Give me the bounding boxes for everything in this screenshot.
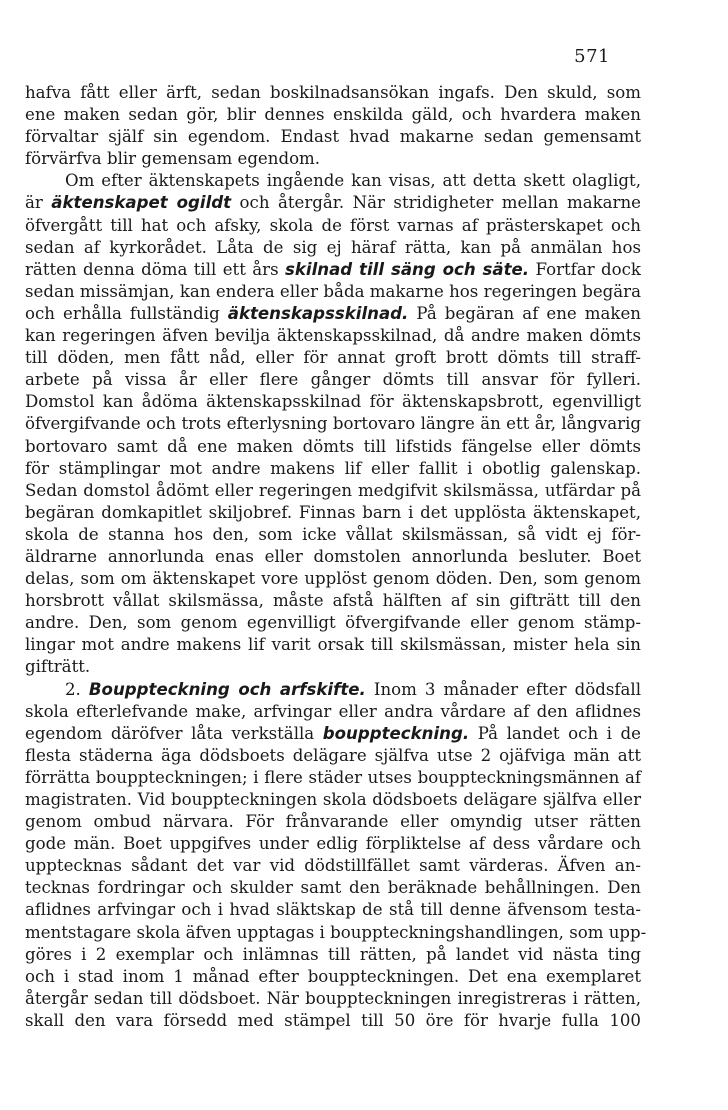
text-segment: skola de stanna hos den, som icke vållat skilsmässan, så vidt ej för- bbox=[25, 524, 641, 544]
text-line bbox=[25, 170, 641, 192]
text-segment: arbete på vissa år eller flere gånger dömts till ansvar för fylleri. bbox=[25, 370, 641, 390]
text-line bbox=[25, 855, 641, 877]
text-line bbox=[25, 899, 641, 921]
text-segment: skall den vara försedd med stämpel till 50 öre för hvarje fulla 100 bbox=[25, 1010, 641, 1030]
text-line bbox=[25, 480, 641, 502]
emphasized-term: äktenskapet ogildt bbox=[51, 193, 232, 213]
text-line bbox=[25, 789, 641, 811]
text-segment: är bbox=[25, 193, 52, 213]
text-segment: till döden, men fått nåd, eller för annat groft brott dömts till straff- bbox=[25, 348, 641, 368]
text-segment: rätten denna döma till ett års bbox=[25, 259, 285, 279]
text-segment: skola efterlefvande make, arfvingar eller andra vårdare af den aflidnes bbox=[25, 701, 641, 721]
text-line bbox=[25, 215, 641, 237]
text-segment: öfvergått till hat och afsky, skola de först varnas af prästerskapet och bbox=[25, 215, 641, 235]
text-line bbox=[25, 612, 641, 634]
text-line bbox=[25, 126, 641, 148]
text-line bbox=[25, 82, 641, 104]
text-line bbox=[25, 656, 641, 678]
text-line bbox=[25, 701, 641, 723]
text-line bbox=[25, 634, 641, 656]
text-segment: andre. Den, som genom egenvilligt öfvergifvande eller genom stämp- bbox=[25, 613, 641, 633]
text-segment: 2. bbox=[65, 679, 89, 699]
text-segment: och återgår. När stridigheter mellan makarne bbox=[231, 193, 641, 213]
text-segment: På landet och i de bbox=[469, 723, 641, 743]
emphasized-term: skilnad till säng och säte. bbox=[285, 259, 530, 279]
text-line bbox=[25, 104, 641, 126]
text-segment: hafva fått eller ärft, sedan boskilnadsansökan ingafs. Den skuld, som bbox=[25, 83, 641, 102]
text-line bbox=[25, 281, 641, 303]
text-segment: gode män. Boet uppgifves under edlig förpliktelse af dess vårdare och bbox=[25, 834, 641, 854]
text-segment: och i stad inom 1 månad efter bouppteckningen. Det ena exemplaret bbox=[25, 966, 641, 986]
text-segment: horsbrott vållat skilsmässa, måste afstå hälften af sin gifträtt till den bbox=[25, 591, 641, 611]
emphasized-term: bouppteckning. bbox=[322, 723, 470, 743]
text-line bbox=[25, 811, 641, 833]
text-line bbox=[25, 237, 641, 259]
text-line bbox=[25, 679, 641, 701]
text-line bbox=[25, 413, 641, 435]
text-line bbox=[25, 303, 641, 325]
text-segment: bortovaro samt då ene maken dömts till lifstids fängelse eller dömts bbox=[25, 436, 641, 456]
text-line bbox=[25, 502, 641, 524]
text-line bbox=[25, 1010, 641, 1032]
text-segment: magistraten. Vid bouppteckningen skola dödsboets delägare själfva eller bbox=[25, 790, 641, 809]
text-line bbox=[25, 745, 641, 767]
text-line bbox=[25, 546, 641, 568]
text-line bbox=[25, 833, 641, 855]
text-segment: På begäran af ene maken bbox=[408, 303, 641, 323]
text-line bbox=[25, 568, 641, 590]
text-segment: delas, som om äktenskapet vore upplöst genom döden. Den, som genom bbox=[25, 569, 641, 589]
text-line bbox=[25, 347, 641, 369]
text-segment: upptecknas sådant det var vid dödstillfället samt värderas. Äfven an- bbox=[25, 856, 641, 876]
text-segment: förrätta bouppteckningen; i flere städer utses bouppteckningsmännen af bbox=[25, 767, 641, 787]
text-line bbox=[25, 524, 641, 546]
text-line bbox=[25, 192, 641, 214]
text-segment: mentstagare skola äfven upptagas i bouppteckningshandlingen, som upp- bbox=[25, 922, 647, 942]
text-segment: sedan af kyrkorådet. Låta de sig ej häraf rätta, kan på anmälan hos bbox=[25, 237, 641, 257]
text-segment: för stämplingar mot andre makens lif eller fallit i obotlig galenskap. bbox=[25, 458, 641, 478]
text-segment: tecknas fordringar och skulder samt den beräknade behållningen. Den bbox=[25, 878, 641, 898]
text-line bbox=[25, 590, 641, 612]
text-segment: förvaltar själf sin egendom. Endast hvad makarne sedan gemensamt bbox=[25, 127, 641, 147]
text-segment: genom ombud närvara. För frånvarande eller omyndig utser rätten bbox=[25, 812, 641, 832]
text-segment: Inom 3 månader efter dödsfall bbox=[365, 679, 642, 699]
text-line bbox=[25, 325, 641, 347]
text-line bbox=[25, 369, 641, 391]
text-segment: öfvergifvande och trots efterlysning bortovaro längre än ett år, långvarig bbox=[25, 414, 641, 434]
text-segment: gifträtt. bbox=[25, 657, 91, 677]
text-line bbox=[25, 391, 641, 413]
text-line bbox=[25, 922, 647, 944]
text-segment: återgår sedan till dödsboet. När bouppteckningen inregistreras i rätten, bbox=[25, 988, 641, 1008]
text-line bbox=[25, 944, 641, 966]
text-segment: förvärfva blir gemensam egendom. bbox=[25, 149, 321, 169]
text-line bbox=[25, 458, 641, 480]
text-segment: äldrarne annorlunda enas eller domstolen annorlunda besluter. Boet bbox=[25, 546, 641, 566]
text-line bbox=[25, 259, 641, 281]
text-segment: Om efter äktenskapets ingående kan visas, att detta skett olagligt, bbox=[65, 171, 641, 191]
text-line bbox=[25, 966, 641, 988]
text-segment: sedan missämjan, kan endera eller båda makarne hos regeringen begära bbox=[25, 281, 641, 301]
text-line bbox=[25, 723, 641, 745]
text-segment: Sedan domstol ådömt eller regeringen medgifvit skilsmässa, utfärdar på bbox=[25, 480, 641, 500]
emphasized-term: äktenskapsskilnad. bbox=[227, 303, 409, 323]
text-segment: Fortfar dock bbox=[529, 259, 641, 279]
text-segment: lingar mot andre makens lif varit orsak till skilsmässan, mister hela sin bbox=[25, 635, 641, 655]
text-segment: flesta städerna äga dödsboets delägare själfva utse 2 ojäfviga män att bbox=[25, 745, 641, 765]
text-segment: kan regeringen äfven bevilja äktenskapsskilnad, då andre maken dömts bbox=[25, 326, 641, 346]
text-segment: aflidnes arfvingar och i hvad släktskap de stå till denne äfvensom testa- bbox=[25, 900, 641, 920]
body-text bbox=[25, 82, 647, 1032]
text-segment: och erhålla fullständig bbox=[25, 303, 228, 323]
text-line bbox=[25, 767, 641, 789]
text-line bbox=[25, 436, 641, 458]
text-segment: begäran domkapitlet skiljobref. Finnas barn i det upplösta äktenskapet, bbox=[25, 502, 641, 522]
text-segment: Domstol kan ådöma äktenskapsskilnad för äktenskapsbrott, egenvilligt bbox=[25, 392, 641, 412]
text-line bbox=[25, 988, 641, 1010]
text-line bbox=[25, 148, 641, 170]
text-segment: ene maken sedan gör, blir dennes enskilda gäld, och hvardera maken bbox=[25, 105, 641, 125]
section-heading: Bouppteckning och arfskifte. bbox=[88, 679, 366, 699]
text-segment: göres i 2 exemplar och inlämnas till rätten, på landet vid nästa ting bbox=[25, 944, 641, 964]
text-line bbox=[25, 877, 641, 899]
text-segment: egendom däröfver låta verkställa bbox=[25, 723, 323, 743]
page-number: 571 bbox=[574, 46, 610, 67]
